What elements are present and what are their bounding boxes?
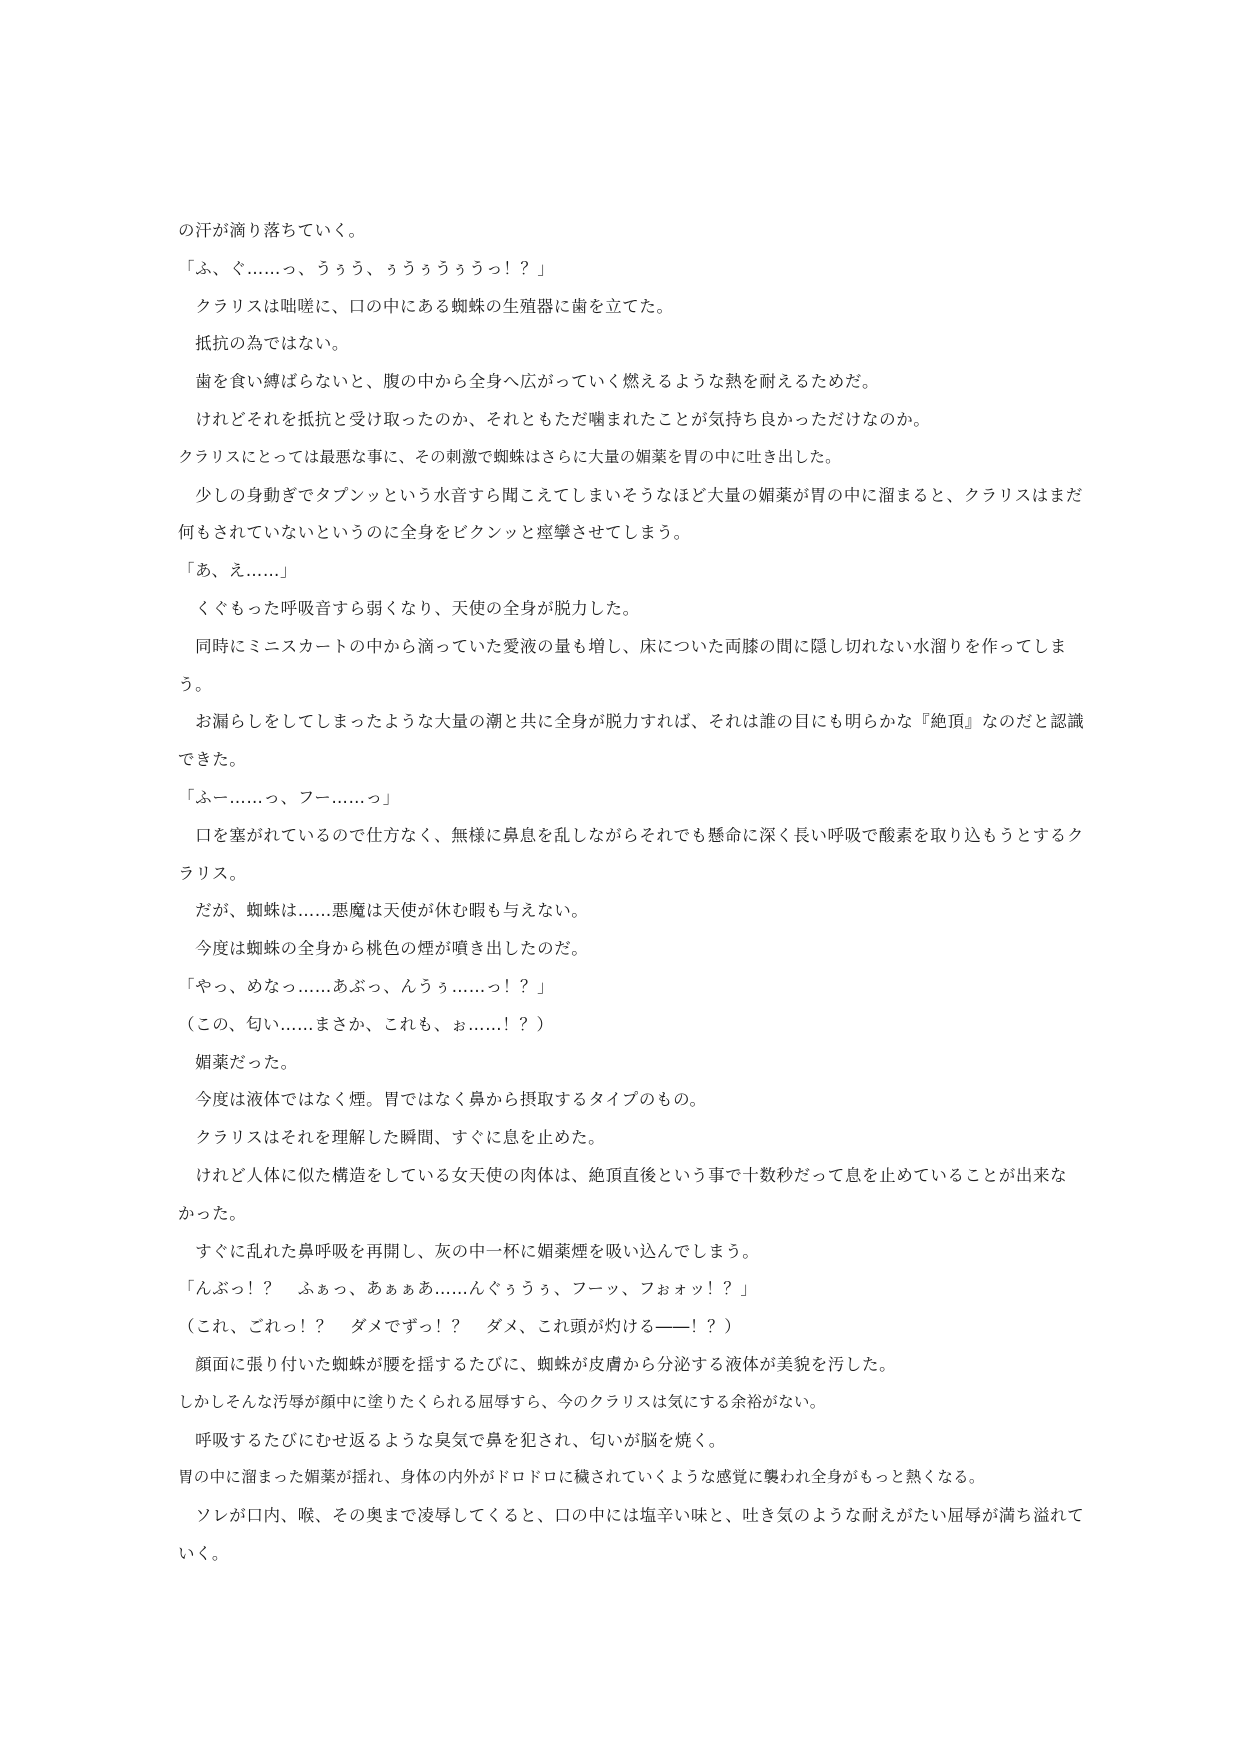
text-line: （この、匂い……まさか、これも、ぉ……！？） (178, 1014, 554, 1034)
text-line: しかしそんな汚辱が顔中に塗りたくられる屈辱すら、今のクラリスは気にする余裕がない。 (178, 1392, 826, 1411)
text-line: クラリスにとっては最悪な事に、その刺激で蜘蛛はさらに大量の媚薬を胃の中に吐き出した。 (178, 447, 841, 466)
text-line: いく。 (178, 1543, 229, 1563)
text-line: けれどそれを抵抗と受け取ったのか、それともただ噛まれたことが気持ち良かっただけなのか。 (178, 409, 931, 429)
body-text (178, 212, 1085, 1573)
text-line: 少しの身動ぎでタプンッという水音すら聞こえてしまいそうなほど大量の媚薬が胃の中に溜まると、クラリスはまだ (178, 485, 1083, 505)
text-line: くぐもった呼吸音すら弱くなり、天使の全身が脱力した。 (178, 598, 640, 618)
text-line: 「やっ、めなっ……あぶっ、んうぅ……っ！？」 (178, 976, 555, 996)
text-line: 顔面に張り付いた蜘蛛が腰を揺するたびに、蜘蛛が皮膚から分泌する液体が美貌を汚した。 (178, 1354, 897, 1374)
text-line: 抵抗の為ではない。 (178, 334, 349, 354)
text-line: の汗が滴り落ちていく。 (178, 221, 366, 240)
text-line: お漏らしをしてしまったような大量の潮と共に全身が脱力すれば、それは誰の目にも明らかな『絶頂』なのだと認識 (178, 712, 1085, 732)
text-line: 「ふー……っ、フー……っ」 (178, 787, 400, 807)
text-line: だが、蜘蛛は……悪魔は天使が休む暇も与えない。 (178, 901, 589, 921)
text-line: できた。 (178, 750, 247, 770)
text-line: 「あ、え……」 (178, 561, 298, 581)
text-line: 今度は蜘蛛の全身から桃色の煙が噴き出したのだ。 (178, 939, 589, 959)
text-line: かった。 (178, 1203, 247, 1223)
text-line: 何もされていないというのに全身をビクンッと痙攣させてしまう。 (178, 523, 691, 543)
text-line: 呼吸するたびにむせ返るような臭気で鼻を犯され、匂いが脳を焼く。 (178, 1430, 726, 1450)
text-line: 媚薬だった。 (178, 1052, 298, 1072)
text-line: クラリスは咄嗟に、口の中にある蜘蛛の生殖器に歯を立てた。 (178, 296, 674, 316)
text-line: 同時にミニスカートの中から滴っていた愛液の量も増し、床についた両膝の間に隠し切れない水溜りを作ってしま (178, 636, 1067, 656)
text-line: ソレが口内、喉、その奥まで凌辱してくると、口の中には塩辛い味と、吐き気のような耐えがたい屈辱が満ち溢れて (178, 1506, 1085, 1526)
text-line: 口を塞がれているので仕方なく、無様に鼻息を乱しながらそれでも懸命に深く長い呼吸で酸素を取り込もうとするク (178, 825, 1084, 845)
text-line: ラリス。 (178, 863, 247, 883)
text-line: すぐに乱れた鼻呼吸を再開し、灰の中一杯に媚薬煙を吸い込んでしまう。 (178, 1241, 760, 1261)
text-line: （これ、ごれっ！？ ダメでずっ！？ ダメ、これ頭が灼ける――！？） (178, 1317, 742, 1337)
text-line: 歯を食い縛ばらないと、腹の中から全身へ広がっていく燃えるような熱を耐えるためだ。 (178, 372, 880, 392)
text-line: 胃の中に溜まった媚薬が揺れ、身体の内外がドロドロに穢されていくような感覚に襲われ全身がもっと熱くなる。 (178, 1468, 985, 1487)
text-line: クラリスはそれを理解した瞬間、すぐに息を止めた。 (178, 1128, 606, 1148)
text-line: 今度は液体ではなく煙。胃ではなく鼻から摂取するタイプのもの。 (178, 1090, 707, 1110)
text-line: 「ふ、ぐ……っ、うぅう、ぅうぅうぅうっ！？」 (178, 258, 555, 278)
text-line: う。 (178, 674, 213, 694)
text-line: けれど人体に似た構造をしている女天使の肉体は、絶頂直後という事で十数秒だって息を止めていることが出来な (178, 1165, 1068, 1185)
text-line: 「んぶっ！？ ふぁっ、あぁぁあ……んぐぅうぅ、フーッ、フぉォッ！？」 (178, 1279, 758, 1299)
